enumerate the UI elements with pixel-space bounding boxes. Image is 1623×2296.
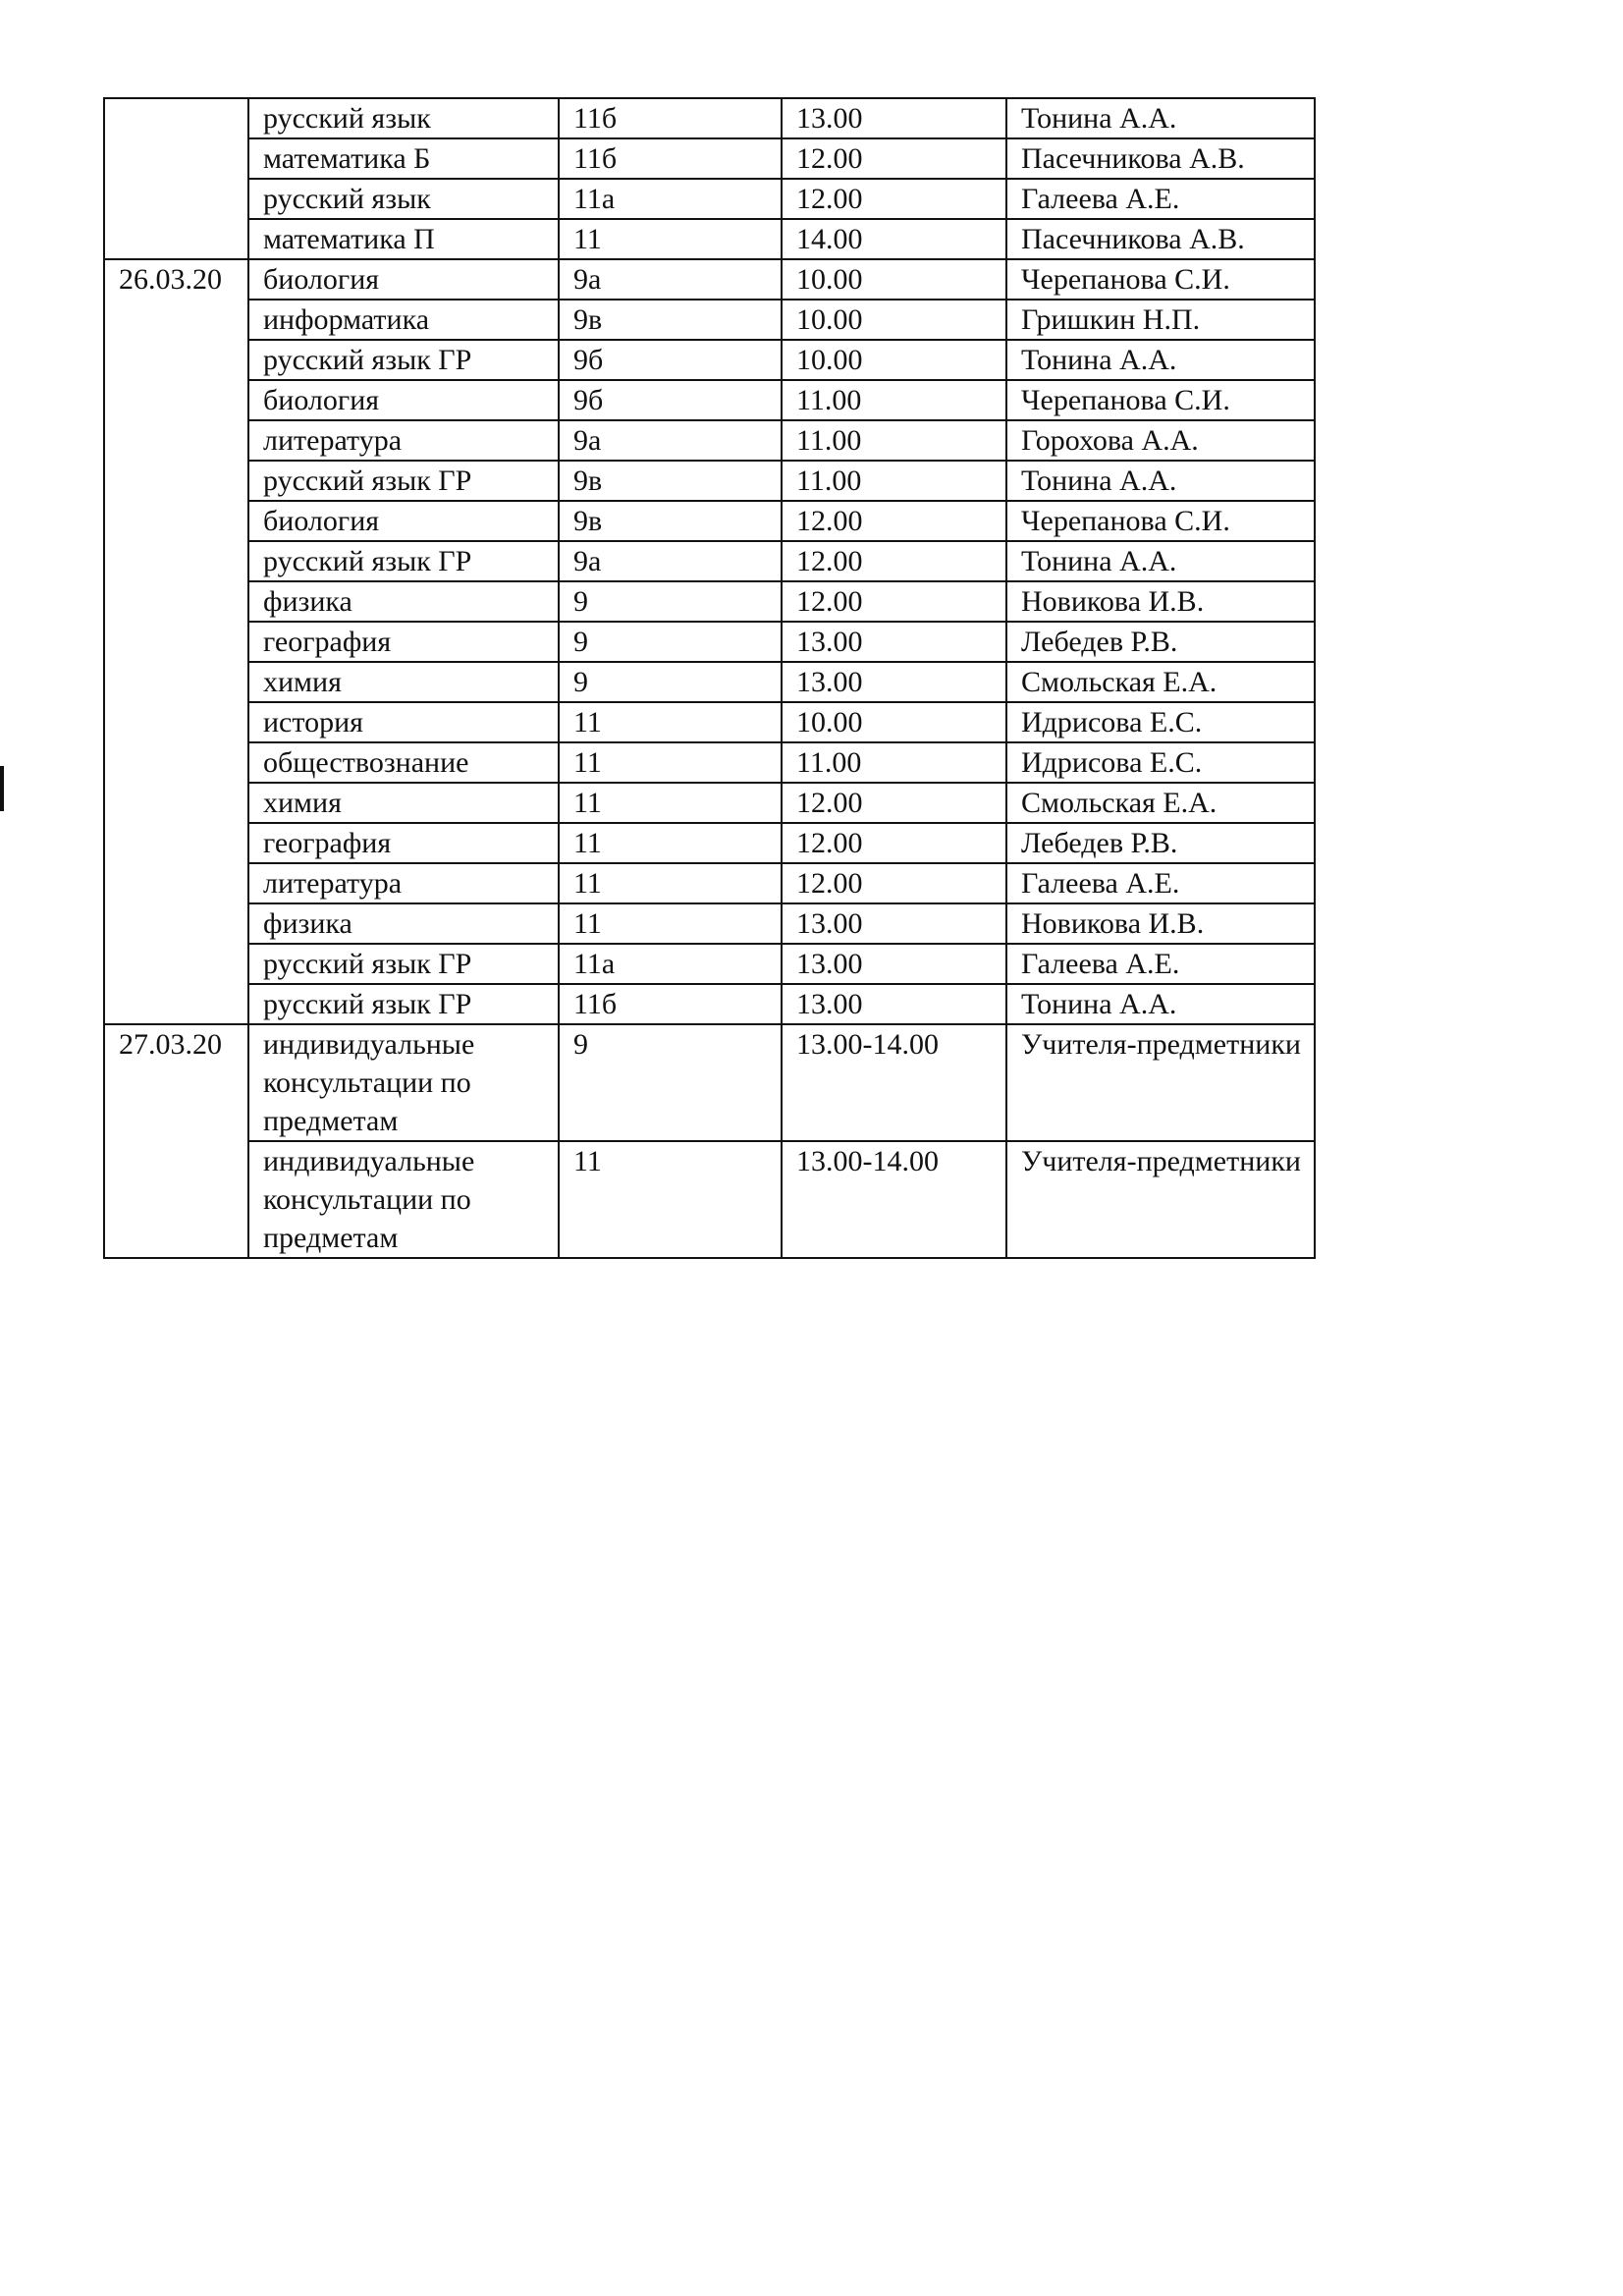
teacher-cell: Черепанова С.И. — [1006, 259, 1315, 300]
teacher-cell: Тонина А.А. — [1006, 340, 1315, 380]
teacher-cell: Новикова И.В. — [1006, 903, 1315, 944]
class-cell: 9в — [559, 461, 782, 501]
subject-cell: география — [248, 622, 559, 662]
time-cell: 12.00 — [782, 863, 1006, 903]
subject-cell: физика — [248, 581, 559, 622]
subject-cell: индивидуальные консультации по предметам — [248, 1141, 559, 1258]
table-row — [104, 984, 1315, 1024]
subject-cell: биология — [248, 380, 559, 420]
teacher-cell: Галеева А.Е. — [1006, 179, 1315, 219]
class-cell: 11б — [559, 138, 782, 179]
time-cell: 13.00 — [782, 98, 1006, 138]
date-cell: 27.03.20 — [104, 1024, 248, 1258]
time-cell: 12.00 — [782, 541, 1006, 581]
class-cell: 11 — [559, 903, 782, 944]
time-cell: 10.00 — [782, 300, 1006, 340]
subject-cell: химия — [248, 783, 559, 823]
subject-cell: русский язык ГР — [248, 541, 559, 581]
time-cell: 10.00 — [782, 259, 1006, 300]
subject-cell: литература — [248, 420, 559, 461]
teacher-cell: Тонина А.А. — [1006, 98, 1315, 138]
table-row — [104, 944, 1315, 984]
class-cell: 9а — [559, 420, 782, 461]
table-row — [104, 1141, 1315, 1258]
teacher-cell: Черепанова С.И. — [1006, 501, 1315, 541]
time-cell: 10.00 — [782, 702, 1006, 742]
time-cell: 11.00 — [782, 420, 1006, 461]
teacher-cell: Тонина А.А. — [1006, 984, 1315, 1024]
time-cell: 11.00 — [782, 742, 1006, 783]
table-row — [104, 541, 1315, 581]
table-row — [104, 138, 1315, 179]
class-cell: 11а — [559, 179, 782, 219]
time-cell: 13.00 — [782, 903, 1006, 944]
class-cell: 9 — [559, 662, 782, 702]
time-cell: 11.00 — [782, 461, 1006, 501]
subject-cell: индивидуальные консультации по предметам — [248, 1024, 559, 1141]
subject-cell: русский язык — [248, 179, 559, 219]
class-cell: 9в — [559, 501, 782, 541]
teacher-cell: Галеева А.Е. — [1006, 944, 1315, 984]
table-row — [104, 622, 1315, 662]
class-cell: 11 — [559, 783, 782, 823]
table-row — [104, 1024, 1315, 1141]
subject-cell: обществознание — [248, 742, 559, 783]
teacher-cell: Учителя-предметники — [1006, 1141, 1315, 1258]
class-cell: 11 — [559, 219, 782, 259]
time-cell: 10.00 — [782, 340, 1006, 380]
time-cell: 12.00 — [782, 783, 1006, 823]
subject-cell: русский язык ГР — [248, 944, 559, 984]
class-cell: 9 — [559, 1024, 782, 1141]
time-cell: 12.00 — [782, 823, 1006, 863]
subject-cell: русский язык — [248, 98, 559, 138]
time-cell: 12.00 — [782, 501, 1006, 541]
subject-cell: география — [248, 823, 559, 863]
class-cell: 9б — [559, 380, 782, 420]
time-cell: 13.00-14.00 — [782, 1141, 1006, 1258]
class-cell: 11б — [559, 984, 782, 1024]
class-cell: 9в — [559, 300, 782, 340]
table-row — [104, 742, 1315, 783]
class-cell: 9 — [559, 581, 782, 622]
class-cell: 11а — [559, 944, 782, 984]
subject-cell: литература — [248, 863, 559, 903]
subject-cell: биология — [248, 259, 559, 300]
teacher-cell: Пасечникова А.В. — [1006, 138, 1315, 179]
class-cell: 9б — [559, 340, 782, 380]
subject-cell: математика П — [248, 219, 559, 259]
table-row — [104, 300, 1315, 340]
time-cell: 11.00 — [782, 380, 1006, 420]
class-cell: 11 — [559, 1141, 782, 1258]
subject-cell: русский язык ГР — [248, 340, 559, 380]
table-row — [104, 823, 1315, 863]
teacher-cell: Идрисова Е.С. — [1006, 702, 1315, 742]
subject-cell: русский язык ГР — [248, 984, 559, 1024]
table-row — [104, 581, 1315, 622]
class-cell: 11 — [559, 863, 782, 903]
subject-cell: биология — [248, 501, 559, 541]
class-cell: 9а — [559, 259, 782, 300]
table-row — [104, 501, 1315, 541]
teacher-cell: Смольская Е.А. — [1006, 662, 1315, 702]
table-row — [104, 259, 1315, 300]
subject-cell: история — [248, 702, 559, 742]
subject-cell: физика — [248, 903, 559, 944]
teacher-cell: Учителя-предметники — [1006, 1024, 1315, 1141]
class-cell: 9а — [559, 541, 782, 581]
scan-artifact-mark — [0, 766, 4, 811]
teacher-cell: Галеева А.Е. — [1006, 863, 1315, 903]
table-row — [104, 179, 1315, 219]
teacher-cell: Новикова И.В. — [1006, 581, 1315, 622]
teacher-cell: Лебедев Р.В. — [1006, 823, 1315, 863]
table-row — [104, 662, 1315, 702]
table-row — [104, 783, 1315, 823]
subject-cell: русский язык ГР — [248, 461, 559, 501]
date-cell: 26.03.20 — [104, 259, 248, 1024]
teacher-cell: Горохова А.А. — [1006, 420, 1315, 461]
subject-cell: информатика — [248, 300, 559, 340]
teacher-cell: Тонина А.А. — [1006, 541, 1315, 581]
subject-cell: математика Б — [248, 138, 559, 179]
time-cell: 13.00 — [782, 984, 1006, 1024]
table-row — [104, 380, 1315, 420]
teacher-cell: Тонина А.А. — [1006, 461, 1315, 501]
class-cell: 9 — [559, 622, 782, 662]
teacher-cell: Пасечникова А.В. — [1006, 219, 1315, 259]
time-cell: 13.00 — [782, 622, 1006, 662]
teacher-cell: Смольская Е.А. — [1006, 783, 1315, 823]
time-cell: 13.00 — [782, 944, 1006, 984]
table-row — [104, 863, 1315, 903]
time-cell: 13.00 — [782, 662, 1006, 702]
class-cell: 11 — [559, 702, 782, 742]
class-cell: 11 — [559, 823, 782, 863]
table-row — [104, 461, 1315, 501]
teacher-cell: Черепанова С.И. — [1006, 380, 1315, 420]
table-row — [104, 702, 1315, 742]
table-row — [104, 420, 1315, 461]
subject-cell: химия — [248, 662, 559, 702]
table-row — [104, 219, 1315, 259]
time-cell: 13.00-14.00 — [782, 1024, 1006, 1141]
time-cell: 14.00 — [782, 219, 1006, 259]
teacher-cell: Лебедев Р.В. — [1006, 622, 1315, 662]
table-row — [104, 98, 1315, 138]
teacher-cell: Гришкин Н.П. — [1006, 300, 1315, 340]
exam-schedule-table — [103, 97, 1316, 1259]
table-row — [104, 340, 1315, 380]
time-cell: 12.00 — [782, 581, 1006, 622]
table-row — [104, 903, 1315, 944]
teacher-cell: Идрисова Е.С. — [1006, 742, 1315, 783]
time-cell: 12.00 — [782, 179, 1006, 219]
class-cell: 11 — [559, 742, 782, 783]
date-cell — [104, 98, 248, 259]
time-cell: 12.00 — [782, 138, 1006, 179]
class-cell: 11б — [559, 98, 782, 138]
